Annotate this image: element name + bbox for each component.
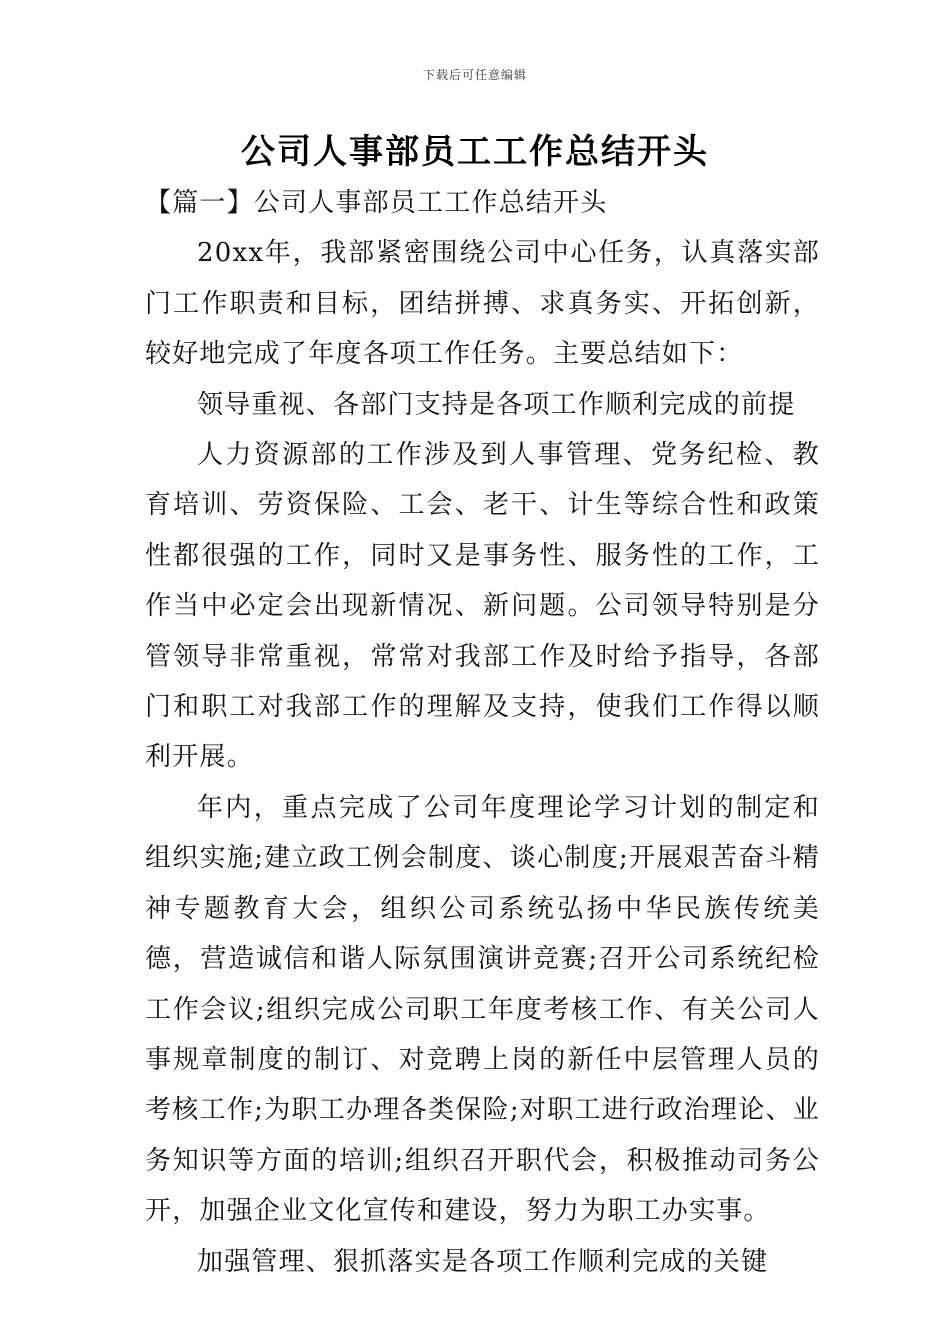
header-note: 下载后可任意编辑 xyxy=(422,68,527,82)
subheading-management: 加强管理、狠抓落实是各项工作顺利完成的关键 xyxy=(197,1246,769,1277)
document-body xyxy=(145,178,820,1287)
paragraph-hr-work: 人力资源部的工作涉及到人事管理、党务纪检、教育培训、劳资保险、工会、老干、计生等综合性和政策性都很强的工作，同时又是事务性、服务性的工作，工作当中必定会出现新情况、新问题。公司领导特别是分管领导非常重视，常常对我部工作及时给予指导，各部门和职工对我部工作的理解及支持，使我们工作得以顺利开展。 xyxy=(145,440,820,773)
paragraph-annual-tasks: 年内，重点完成了公司年度理论学习计划的制定和组织实施;建立政工例会制度、谈心制度;开展艰苦奋斗精神专题教育大会，组织公司系统弘扬中华民族传统美德，营造诚信和谐人际氛围演讲竞赛;召开公司系统纪检工作会议;组织完成公司职工年度考核工作、有关公司人事规章制度的制订、对竞聘上岗的新任中层管理人员的考核工作;为职工办理各类保险;对职工进行政治理论、业务知识等方面的培训;组织召开职代会，积极推动司务公开，加强企业文化宣传和建设，努力为职工办实事。 xyxy=(145,792,820,1227)
subheading-leadership: 领导重视、各部门支持是各项工作顺利完成的前提 xyxy=(197,389,796,420)
document-title: 公司人事部员工工作总结开头 xyxy=(241,132,709,172)
section-label: 【篇一】公司人事部员工工作总结开头 xyxy=(145,188,608,218)
paragraph-intro: 20xx年，我部紧密围绕公司中心任务，认真落实部门工作职责和目标，团结拼搏、求真务实、开拓创新，较好地完成了年度各项工作任务。主要总结如下： xyxy=(145,238,820,370)
